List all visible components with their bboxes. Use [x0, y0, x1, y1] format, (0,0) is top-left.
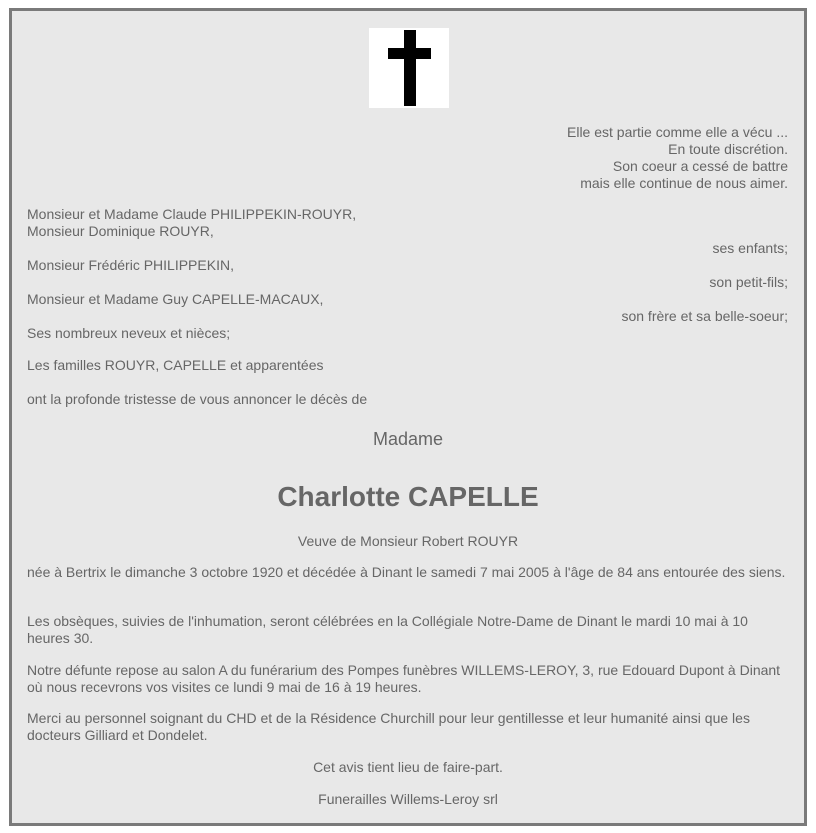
children-label: ses enfants; [712, 240, 788, 256]
poem-line-3: Son coeur a cessé de battre [612, 158, 788, 174]
grandson-label: son petit-fils; [709, 274, 788, 290]
thanks-paragraph: Merci au personnel soignant du CHD et de la Résidence Churchill pour leur gentillesse et leur humanité ainsi que les docteurs Gilliard et Dondelet. [27, 710, 750, 743]
cross-icon [369, 28, 449, 108]
notice-line: Cet avis tient lieu de faire-part. [313, 759, 503, 775]
poem-line-1: Elle est partie comme elle a vécu ... [567, 124, 788, 140]
obituary-card [9, 8, 807, 826]
visit-paragraph: Notre défunte repose au salon A du funérarium des Pompes funèbres WILLEMS-LEROY, 3, rue Edouard Dupont à Dinant où nous recevrons vos visites ce lundi 9 mai de 16 à 19 heures. [27, 662, 781, 695]
deceased-name: Charlotte CAPELLE [277, 481, 539, 512]
deceased-title: Madame [372, 429, 444, 449]
birth-death-paragraph: née à Bertrix le dimanche 3 octobre 1920 et décédée à Dinant le samedi 7 mai 2005 à l'âge de 84 ans entourée des siens. [27, 564, 786, 580]
poem-line-4: mais elle continue de nous aimer. [580, 175, 788, 191]
cross-vertical-bar [404, 30, 416, 106]
children-line-1: Monsieur et Madame Claude PHILIPPEKIN-ROUYR, [27, 206, 357, 222]
brother-line: Monsieur et Madame Guy CAPELLE-MACAUX, [27, 291, 324, 307]
grandson-line: Monsieur Frédéric PHILIPPEKIN, [27, 257, 234, 273]
funeral-paragraph: Les obsèques, suivies de l'inhumation, seront célébrées en la Collégiale Notre-Dame de Dinant le mardi 10 mai à 10 heures 30. [27, 613, 748, 646]
brother-label: son frère et sa belle-soeur; [621, 308, 788, 324]
families-line: Les familles ROUYR, CAPELLE et apparentées [27, 357, 324, 373]
children-line-2: Monsieur Dominique ROUYR, [27, 223, 214, 239]
funeral-home-line: Funerailles Willems-Leroy srl [318, 791, 498, 807]
poem-line-2: En toute discrétion. [668, 141, 788, 157]
cross-horizontal-bar [388, 48, 431, 59]
nephews-line: Ses nombreux neveux et nièces; [27, 325, 231, 341]
announcement-line: ont la profonde tristesse de vous annoncer le décès de [27, 391, 368, 407]
widow-line: Veuve de Monsieur Robert ROUYR [297, 533, 519, 549]
